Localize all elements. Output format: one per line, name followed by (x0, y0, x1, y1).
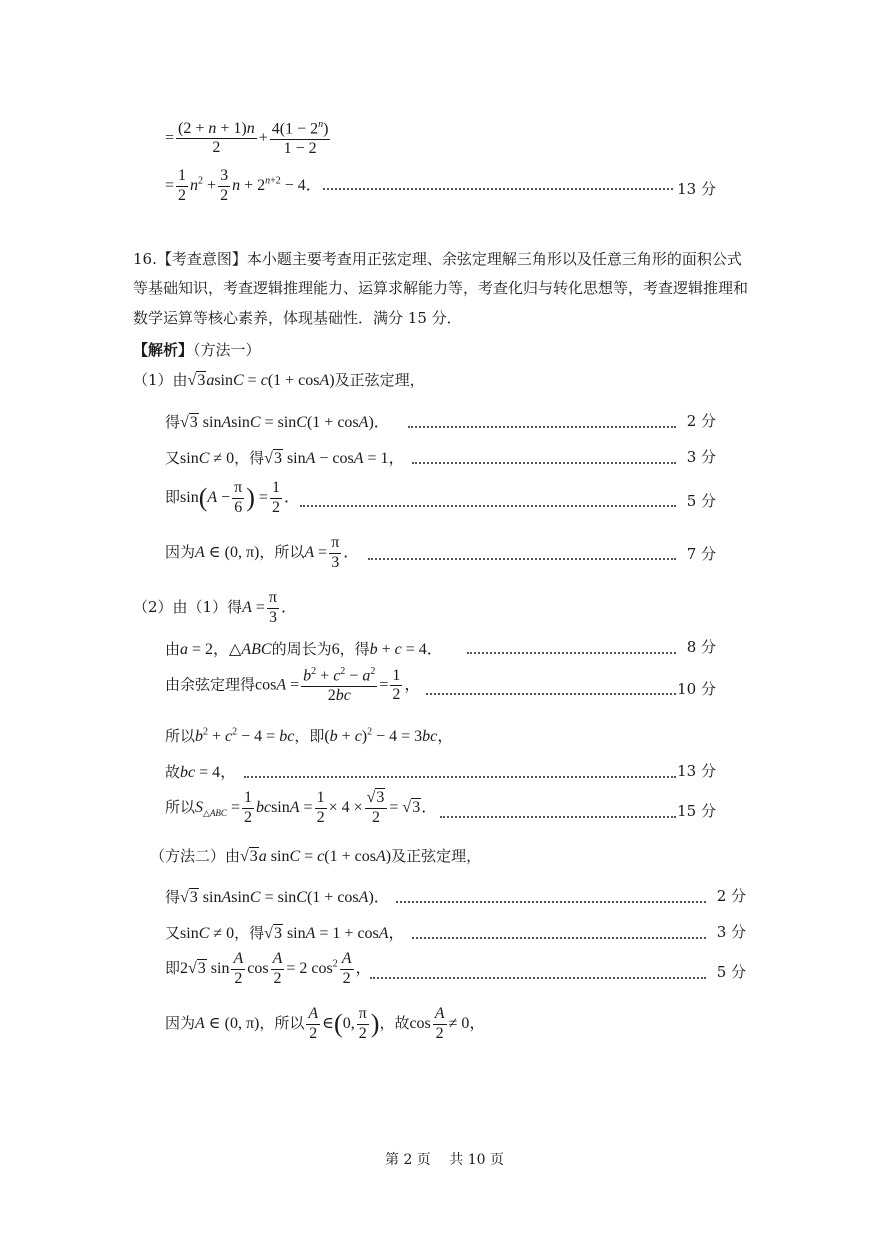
leader-dots (323, 188, 673, 190)
ji-label: 即 (165, 487, 181, 506)
step-2: 又sinC ≠ 0，得√3 sinA − cosA = 1， (165, 449, 405, 467)
method-two-label: （方法二）由 (150, 847, 241, 865)
leader-dots (408, 426, 676, 428)
score-label: 5 分 (716, 963, 746, 981)
step-7: 所以$b^2 + c^2 - 4$ = bc，即$(b + c)^2 - 4 = 3bc$， (165, 726, 454, 745)
p15-line-2: = $\frac{1}{2}$ $n^2$ + $\frac{3}{2}$ $n + 2^{n+2} - 4$． (165, 167, 322, 204)
you-label: 又 (165, 449, 181, 467)
score-label: 15 分 (677, 802, 716, 820)
perimeter-text: 的周长为 (271, 640, 332, 658)
intent-tag: 【考查意图】 (156, 250, 247, 268)
gu-label: 故 (165, 763, 181, 781)
m2-step-1: 得√3 sinAsinC = sinC(1 + cosA)． (165, 888, 390, 906)
step-9: 所以$S_{\triangle ABC}$ = $\frac{1}{2}$ bcsinA = $\frac{1}{2}$ × 4 × $\frac{√3}{2}$ = √3． (165, 789, 438, 826)
intent-text-1: 本小题主要考查用正弦定理、余弦定理解三角形以及任意三角形的面积公式 (246, 250, 742, 268)
part1-tail: 及正弦定理， (334, 371, 425, 389)
step-6: 由余弦定理得cosA = $\frac{b^2 + c^2 - a^2}{2bc}$ = $\frac{1}{2}$ ， (165, 666, 421, 705)
ji2-label: ，即 (294, 727, 325, 745)
score-label: 2 分 (686, 412, 716, 430)
de2-label: ，得 (234, 924, 265, 942)
score-label: 5 分 (686, 492, 716, 510)
de3-label: ，得 (339, 640, 370, 658)
de-label: 得 (165, 413, 181, 431)
you-cos-label: 由余弦定理得 (165, 675, 256, 694)
part2-statement: （2）由（1）得A = $\frac{\pi}{3}$ ． (133, 589, 297, 626)
score-label: 8 分 (686, 638, 716, 656)
analysis-heading (133, 339, 261, 360)
m2-step-3: 即2√3 sin $\frac{A}{2}$ cos $\frac{A}{2}$ = 2 $\cos^2$ $\frac{A}{2}$ ， (165, 950, 372, 987)
step-5: 由a = 2，△ABC的周长为6，得b + c = 4． (165, 640, 443, 658)
de-label: 得 (165, 888, 181, 906)
score-label: 2 分 (716, 887, 746, 905)
p15-line-1: = $\frac{(2 + n + 1)n}{2}$ + $\frac{4(1 - 2^n)}{1 - 2}$ (165, 119, 329, 158)
part1-statement: （1）由√3asinC = c(1 + cosA)及正弦定理， (133, 371, 425, 389)
leader-dots (426, 693, 676, 695)
problem-number: 16. (133, 250, 157, 268)
leader-dots (467, 652, 676, 654)
leader-dots (440, 816, 676, 818)
score-label: 3 分 (686, 448, 716, 466)
score-label: 3 分 (716, 923, 746, 941)
ji-label: 即 (165, 958, 181, 977)
step-3: 即sin(A − $\frac{\pi}{6}$ ) = $\frac{1}{2}$ ． (165, 479, 300, 516)
score-label: 13 分 (677, 762, 716, 780)
you-a-label: 由 (165, 640, 181, 658)
score-label: 7 分 (686, 545, 716, 563)
leader-dots (412, 937, 706, 939)
score-label: 10 分 (677, 680, 716, 698)
p16-intent-line-3: 数学运算等核心素养，体现基础性．满分 15 分． (133, 309, 462, 327)
step-8: 故bc = 4， (165, 763, 237, 781)
m2-step-4: 因为A ∈ (0, π)，所以 $\frac{A}{2}$ ∈(0, $\frac{\pi}{2}$ )，故cos $\frac{A}{2}$ ≠ 0， (165, 1005, 486, 1042)
suoyi3-label: 所以 (165, 797, 196, 816)
p16-intent-line-1 (133, 248, 742, 269)
leader-dots (368, 558, 676, 560)
part1-label: （1）由 (133, 371, 188, 389)
yinwei-label: 因为 (165, 1013, 196, 1032)
leader-dots (370, 977, 706, 979)
method2-tail: 及正弦定理， (391, 847, 482, 865)
leader-dots (244, 776, 676, 778)
yinwei-label: 因为 (165, 542, 196, 561)
analysis-tag: 【解析】 (133, 341, 194, 359)
score-label: 13 分 (677, 180, 716, 198)
leader-dots (396, 901, 706, 903)
step-1: 得√3 sinAsinC = sinC(1 + cosA)． (165, 413, 390, 431)
p16-intent-line-2: 等基础知识，考查逻辑推理能力、运算求解能力等，考查化归与转化思想等，考查逻辑推理和 (133, 279, 749, 297)
method2-statement: （方法二）由√3a sinC = c(1 + cosA)及正弦定理， (150, 847, 482, 865)
method-one-label: （方法一） (193, 341, 261, 359)
suoyi2-label: 所以 (165, 727, 196, 745)
you-label: 又 (165, 924, 181, 942)
leader-dots (412, 462, 676, 464)
page-footer: 第 2 页 共 10 页 (385, 1152, 504, 1168)
part2-label: （2）由（1）得 (133, 597, 243, 616)
step-4: 因为A ∈ (0, π)，所以A = $\frac{\pi}{3}$ ． (165, 534, 360, 571)
de2-label: ，得 (234, 449, 265, 467)
gu2-label: ，故 (379, 1013, 410, 1032)
leader-dots (300, 505, 676, 507)
suoyi-label: ，所以 (259, 542, 305, 561)
suoyi-label: ，所以 (259, 1013, 305, 1032)
m2-step-2: 又sinC ≠ 0，得√3 sinA = 1 + cosA， (165, 924, 405, 942)
